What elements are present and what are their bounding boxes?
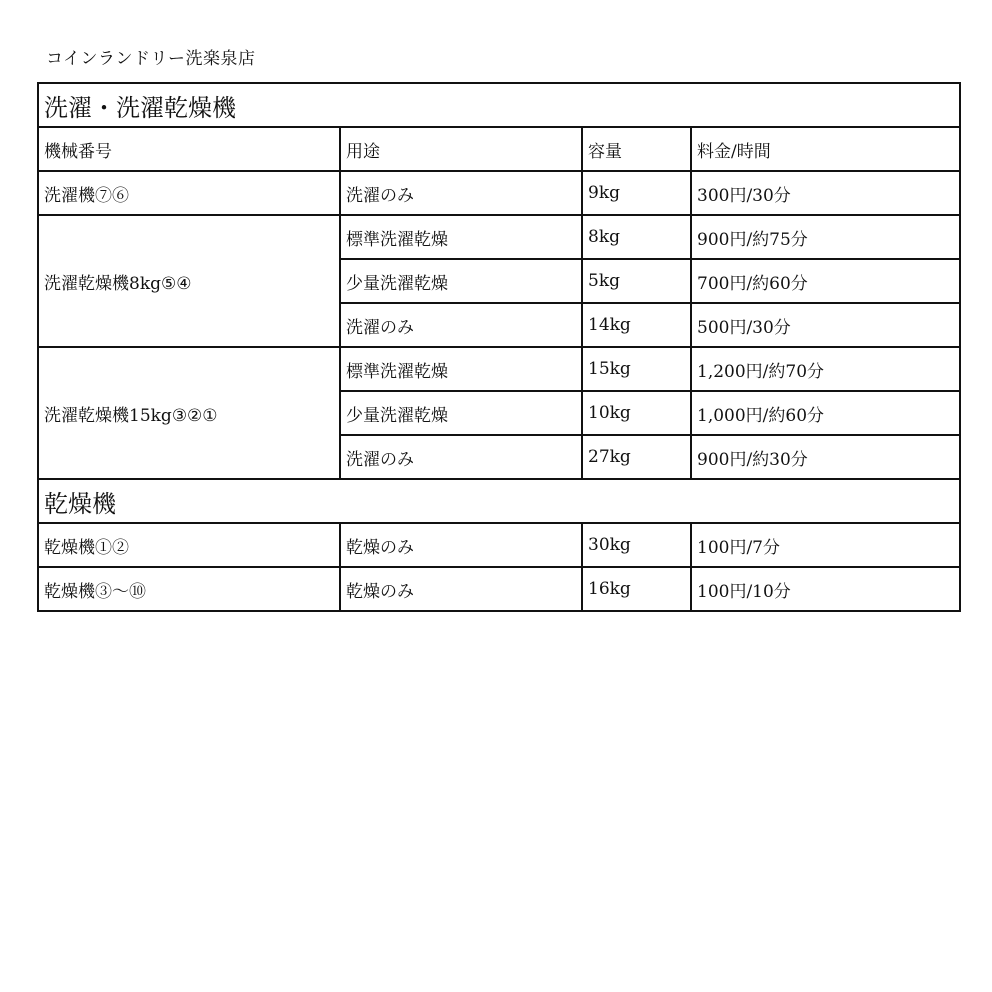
machine-cell: 乾燥機③〜⑩ xyxy=(38,567,340,611)
table-row xyxy=(38,215,960,259)
use-cell: 少量洗濯乾燥 xyxy=(340,391,582,435)
section-title-row xyxy=(38,83,960,127)
price-cell: 700円/約60分 xyxy=(691,259,960,303)
header-use: 用途 xyxy=(340,127,582,171)
store-name: コインランドリー洗楽泉店 xyxy=(46,49,256,69)
use-cell: 洗濯のみ xyxy=(340,435,582,479)
table-row xyxy=(38,171,960,215)
price-cell: 100円/10分 xyxy=(691,567,960,611)
machine-cell: 洗濯乾燥機8kg⑤④ xyxy=(38,215,340,347)
use-cell: 乾燥のみ xyxy=(340,523,582,567)
table-row xyxy=(38,347,960,391)
machine-cell: 洗濯乾燥機15kg③②① xyxy=(38,347,340,479)
price-cell: 1,200円/約70分 xyxy=(691,347,960,391)
table-row xyxy=(38,523,960,567)
price-cell: 500円/30分 xyxy=(691,303,960,347)
capacity-cell: 15kg xyxy=(582,347,691,391)
capacity-cell: 8kg xyxy=(582,215,691,259)
capacity-cell: 9kg xyxy=(582,171,691,215)
capacity-cell: 14kg xyxy=(582,303,691,347)
header-row xyxy=(38,127,960,171)
section-title-row xyxy=(38,479,960,523)
price-cell: 900円/約30分 xyxy=(691,435,960,479)
section-title: 洗濯・洗濯乾燥機 xyxy=(38,83,960,127)
machine-cell: 乾燥機①② xyxy=(38,523,340,567)
capacity-cell: 27kg xyxy=(582,435,691,479)
price-cell: 300円/30分 xyxy=(691,171,960,215)
header-machine: 機械番号 xyxy=(38,127,340,171)
use-cell: 洗濯のみ xyxy=(340,171,582,215)
use-cell: 標準洗濯乾燥 xyxy=(340,215,582,259)
price-cell: 100円/7分 xyxy=(691,523,960,567)
section-title: 乾燥機 xyxy=(38,479,960,523)
header-price: 料金/時間 xyxy=(691,127,960,171)
price-cell: 1,000円/約60分 xyxy=(691,391,960,435)
capacity-cell: 5kg xyxy=(582,259,691,303)
capacity-cell: 10kg xyxy=(582,391,691,435)
use-cell: 乾燥のみ xyxy=(340,567,582,611)
table-row xyxy=(38,567,960,611)
capacity-cell: 16kg xyxy=(582,567,691,611)
price-cell: 900円/約75分 xyxy=(691,215,960,259)
machine-cell: 洗濯機⑦⑥ xyxy=(38,171,340,215)
use-cell: 標準洗濯乾燥 xyxy=(340,347,582,391)
use-cell: 少量洗濯乾燥 xyxy=(340,259,582,303)
use-cell: 洗濯のみ xyxy=(340,303,582,347)
header-capacity: 容量 xyxy=(582,127,691,171)
capacity-cell: 30kg xyxy=(582,523,691,567)
price-table xyxy=(37,82,961,612)
